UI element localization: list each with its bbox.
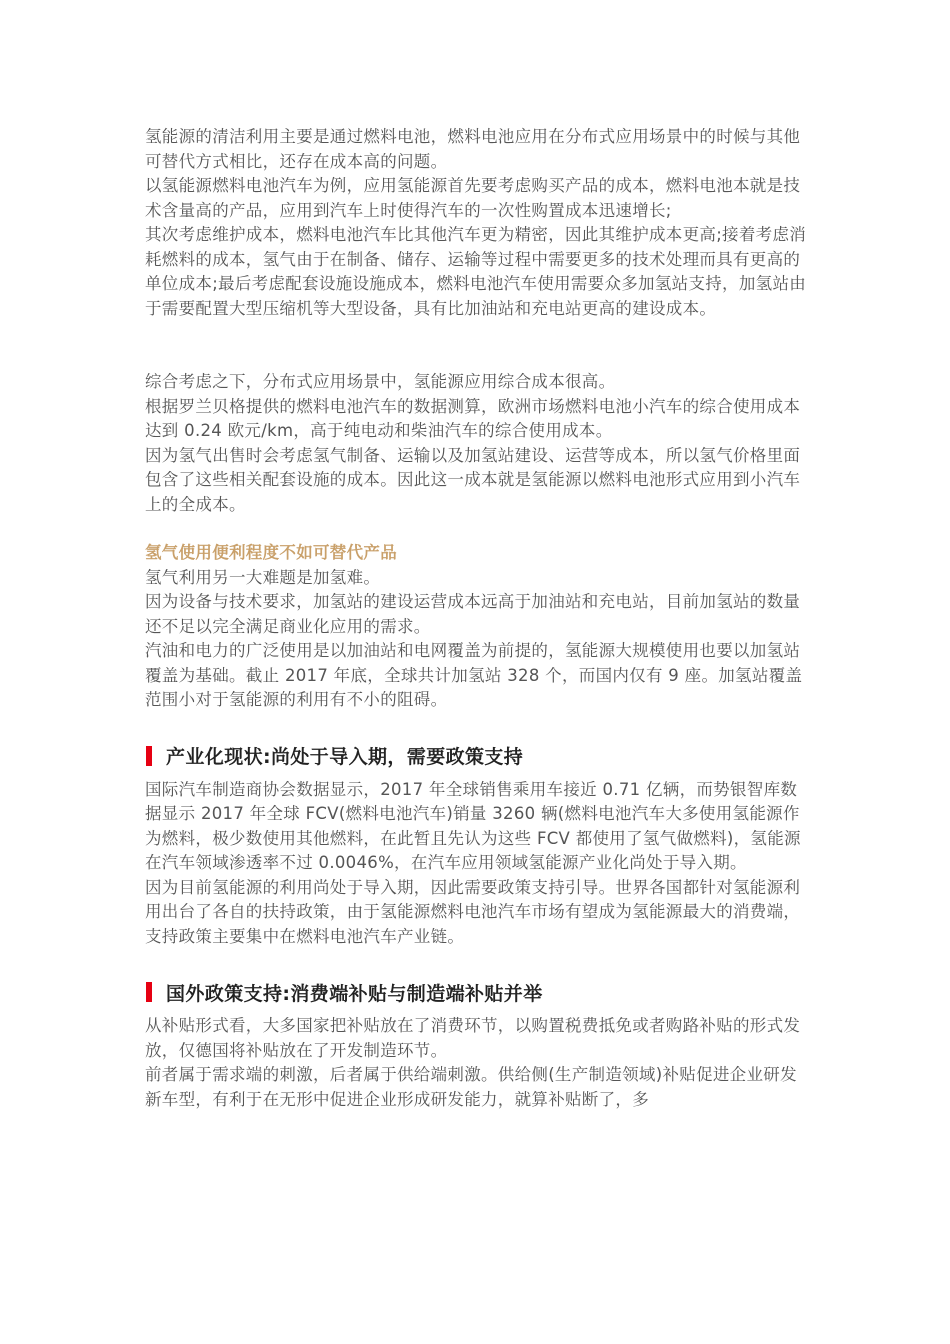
- paragraph: 根据罗兰贝格提供的燃料电池汽车的数据测算，欧洲市场燃料电池小汽车的综合使用成本达到 0.24 欧元/km，高于纯电动和柴油汽车的综合使用成本。: [145, 396, 801, 440]
- paragraph: 从补贴形式看，大多国家把补贴放在了消费环节，以购置税费抵免或者购路补贴的形式发放，仅德国将补贴放在了开发制造环节。: [145, 1016, 801, 1060]
- spacer: [145, 1007, 810, 1014]
- section-heading: [145, 741, 810, 771]
- paragraph: 以氢能源燃料电池汽车为例，应用氢能源首先要考虑购买产品的成本，燃料电池本就是技术含量高的产品，应用到汽车上时使得汽车的一次性购置成本迅速增长;: [145, 176, 801, 220]
- document-page: [145, 125, 810, 1112]
- paragraph: 氢气利用另一大难题是加氢难。: [145, 567, 381, 587]
- spacer: [145, 713, 810, 741]
- spacer: [145, 517, 810, 541]
- paragraph: 因为氢气出售时会考虑氢气制备、运输以及加氢站建设、运营等成本，所以氢气价格里面包含了这些相关配套设施的成本。因此这一成本就是氢能源以燃料电池形式应用到小汽车上的全成本。: [145, 445, 801, 514]
- heading-marker-icon: [146, 746, 152, 766]
- paragraph: 氢能源的清洁利用主要是通过燃料电池，燃料电池应用在分布式应用场景中的时候与其他可替代方式相比，还存在成本高的问题。: [145, 127, 801, 171]
- paragraph: 汽油和电力的广泛使用是以加油站和电网覆盖为前提的，氢能源大规模使用也要以加氢站覆盖为基础。截止 2017 年底，全球共计加氢站 328 个，而国内仅有 9 座。加氢站覆盖范围小对于氢能源的利用有不小的阻碍。: [145, 641, 803, 709]
- paragraph: 因为目前氢能源的利用尚处于导入期，因此需要政策支持引导。世界各国都针对氢能源利用出台了各自的扶持政策，由于氢能源燃料电池汽车市场有望成为氢能源最大的消费端，支持政策主要集中在燃料电池汽车产业链。: [145, 877, 801, 946]
- heading-marker-icon: [146, 982, 152, 1002]
- section-heading-text: 产业化现状:尚处于导入期，需要政策支持: [166, 746, 524, 768]
- paragraph: 前者属于需求端的刺激，后者属于供给端刺激。供给侧(生产制造领域)补贴促进企业研发新车型，有利于在无形中促进企业形成研发能力，就算补贴断了，多: [145, 1065, 797, 1109]
- spacer: [145, 321, 810, 370]
- spacer: [145, 771, 810, 778]
- paragraph: 国际汽车制造商协会数据显示，2017 年全球销售乘用车接近 0.71 亿辆，而势银智库数据显示 2017 年全球 FCV(燃料电池汽车)销量 3260 辆(燃料电池汽车大多使用氢能源作为燃料，极少数使用其他燃料，在此暂且先认为这些 FCV 都使用了氢气做燃料)，氢能源在汽车领域渗透率不过 0.0046%，在汽车应用领域氢能源产业化尚处于导入期。: [145, 779, 801, 872]
- paragraph: 综合考虑之下，分布式应用场景中，氢能源应用综合成本很高。: [145, 372, 616, 391]
- spacer: [145, 949, 810, 977]
- section-heading: [145, 977, 810, 1007]
- section-heading-text: 国外政策支持:消费端补贴与制造端补贴并举: [166, 982, 543, 1005]
- paragraph: 因为设备与技术要求，加氢站的建设运营成本远高于加油站和充电站，目前加氢站的数量还不足以完全满足商业化应用的需求。: [145, 592, 801, 636]
- paragraph: 其次考虑维护成本，燃料电池汽车比其他汽车更为精密，因此其维护成本更高;接着考虑消耗燃料的成本，氢气由于在制备、储存、运输等过程中需要更多的技术处理而具有更高的单位成本;最后考虑配套设施设施成本，燃料电池汽车使用需要众多加氢站支持，加氢站由于需要配置大型压缩机等大型设备，具有比加油站和充电站更高的建设成本。: [145, 225, 807, 318]
- subheading: 氢气使用便利程度不如可替代产品: [145, 543, 397, 562]
